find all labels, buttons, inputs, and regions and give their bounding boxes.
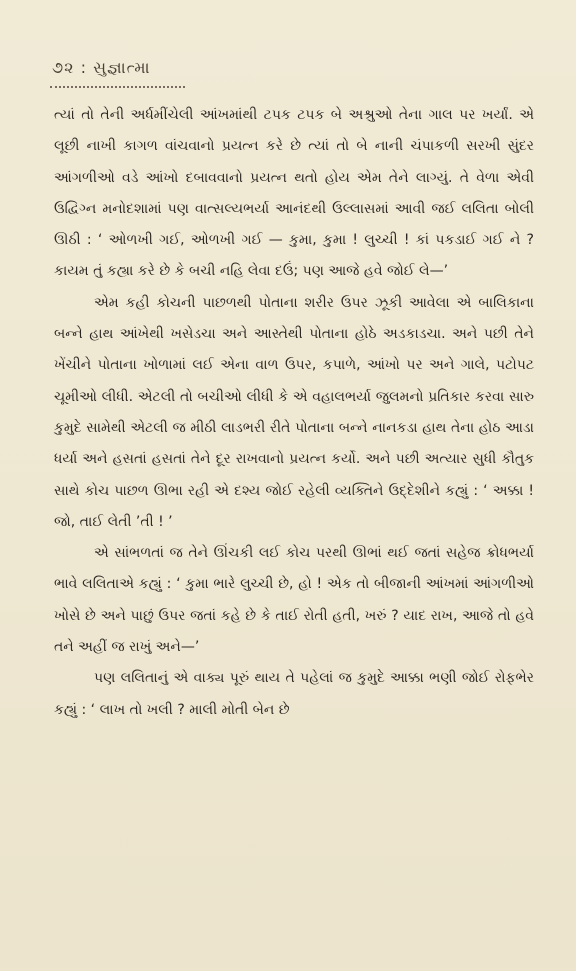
page-number: ૭૨ (52, 58, 75, 77)
page-header (52, 58, 151, 78)
running-title: સુજ્ઞાત્મા (93, 58, 151, 77)
body-text (54, 100, 534, 726)
paragraph-2: એમ કહી કોચની પાછળથી પોતાના શરીર ઉપર ઝૂકી આવેલા એ બાલિકાના બન્ને હાથ આંખેથી ખસેડચા અને આસ્તેથી પોતાના હોઠે અડકાડચા. અને પછી તેને ખેંચીને પોતાના ખોળામાં લઈ એના વાળ ઉપર, કપાળે, આંખો પર અને ગાલે, પટોપટ ચૂમીઓ લીધી. એટલી તો બચીઓ લીધી કે એ વહાલભર્યા જુલમનો પ્રતિકાર કરવા સારુ કુમુદે સામેથી એટલી જ મીઠી લાડભરી રીતે પોતાના બન્ને નાનકડા હાથ તેના હોઠ આડા ધર્યા અને હસતાં હસતાં તેને દૂર રાખવાનો પ્રયત્ન કર્યો. અને પછી અત્યાર સુધી કૌતુક સાથે કોચ પાછળ ઊભા રહી એ દશ્ય જોઈ રહેલી વ્યક્તિને ઉદ્દેશીને કહ્યું : ‘ અક્કા ! જો, તાઈ લેતી ’તી ! ’ (54, 294, 534, 530)
header-separator: : (80, 58, 87, 77)
paragraph-3: એ સાંભળતાં જ તેને ઊંચકી લઈ કોચ પરથી ઊભાં થઈ જતાં સહેજ ક્રોધભર્યા ભાવે લલિતાએ કહ્યું : ‘ કુમા ભારે લુચ્ચી છે, હો ! એક તો બીજાની આંખમાં આંગળીઓ ખોસે છે અને પાછું ઉપર જતાં કહે છે કે તાઈ રોતી હતી, ખરું ? યાદ રાખ, આજે તો હવે તને અહીં જ રાખું અને—’ (54, 545, 534, 656)
header-underline (50, 82, 185, 88)
paragraph-1: ત્યાં તો તેની અર્ધમીંચેલી આંખમાંથી ટપક ટપક બે અશ્રુઓ તેના ગાલ પર ખર્યાં. એ લૂછી નાખી કાગળ વાંચવાનો પ્રયત્ન કરે છે ત્યાં તો બે નાની ચંપાકળી સરખી સુંદર આંગળીઓ વડે આંખો દબાવવાનો પ્રયત્ન થતો હોય એમ તેને લાગ્યું. તે વેળા એવી ઉદ્વિગ્ન મનોદશામાં પણ વાત્સલ્યભર્યા આનંદથી ઉલ્લાસમાં આવી જઈ લલિતા બોલી ઊઠી : ‘ ઓળખી ગઈ, ઓળખી ગઈ — કુમા, કુમા ! લુચ્ચી ! કાં પકડાઈ ગઈ ને ? કાયમ તું કહ્યા કરે છે કે બચી નહિ લેવા દઉં; પણ આજે હવે જોઈ લે—’ (54, 107, 534, 280)
paragraph-4: પણ લલિતાનું એ વાક્ય પૂરું થાય તે પહેલાં જ કુમુદે આક્કા ભણી જોઈ રોફભેર કહ્યું : ‘ લાખ તો ખલી ? માલી મોતી બેન છે (54, 670, 534, 718)
